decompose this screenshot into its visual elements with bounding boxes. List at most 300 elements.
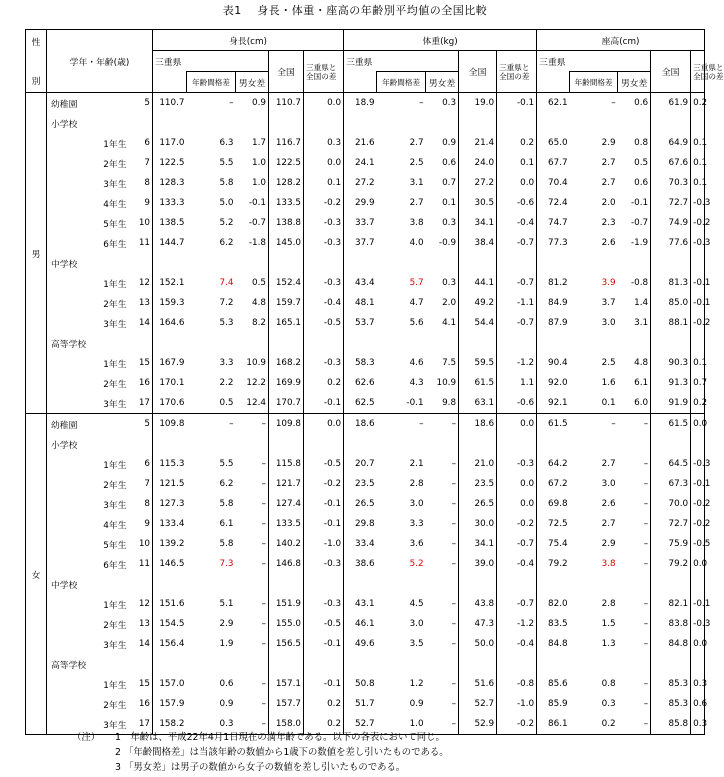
value-cell: 27.2 bbox=[344, 173, 377, 193]
value-cell: 0.1 bbox=[691, 173, 705, 193]
table-row bbox=[26, 594, 705, 614]
value-cell bbox=[497, 253, 537, 273]
value-cell: 121.7 bbox=[269, 474, 304, 494]
value-cell bbox=[153, 113, 187, 133]
value-cell: 146.8 bbox=[269, 554, 304, 574]
age-value: 15 bbox=[131, 353, 153, 373]
value-cell: 7.2 bbox=[219, 298, 234, 308]
header-spacer bbox=[153, 72, 187, 93]
grade-label: 2年生 bbox=[103, 379, 127, 390]
value-cell: 0.3 bbox=[601, 699, 616, 709]
value-cell: – bbox=[187, 93, 236, 114]
table-row bbox=[26, 494, 705, 514]
value-cell: 0.7 bbox=[691, 373, 705, 393]
value-cell: – bbox=[643, 479, 649, 489]
value-cell bbox=[344, 654, 377, 674]
school-level bbox=[47, 233, 91, 253]
grade-label: 1年生 bbox=[103, 460, 127, 471]
value-cell: -0.7 bbox=[630, 218, 649, 228]
value-cell: 72.5 bbox=[537, 514, 570, 534]
sex-difference-header: 男女差 bbox=[236, 72, 269, 93]
table-row bbox=[26, 634, 705, 654]
value-cell: 8.2 bbox=[252, 318, 267, 328]
value-cell: 2.7 bbox=[409, 198, 424, 208]
value-cell bbox=[497, 574, 537, 594]
value-cell: 0.9 bbox=[236, 93, 269, 114]
value-cell: 1.9 bbox=[219, 639, 234, 649]
value-cell: 72.7 bbox=[651, 514, 691, 534]
value-cell bbox=[377, 574, 426, 594]
value-cell: – bbox=[643, 699, 649, 709]
value-cell: 62.5 bbox=[344, 393, 377, 414]
difference-from-national-header: 三重県と 全国の差 bbox=[497, 51, 537, 93]
value-cell: 152.1 bbox=[153, 273, 187, 293]
value-cell: 21.6 bbox=[344, 133, 377, 153]
value-cell bbox=[618, 434, 651, 454]
value-cell: 4.6 bbox=[409, 358, 424, 368]
value-cell: 92.1 bbox=[537, 393, 570, 414]
value-cell: 18.6 bbox=[344, 414, 377, 435]
value-cell: 65.0 bbox=[537, 133, 570, 153]
value-cell: 4.1 bbox=[442, 318, 457, 328]
value-cell: 88.1 bbox=[651, 313, 691, 333]
value-cell: – bbox=[643, 499, 649, 509]
value-cell: – bbox=[618, 714, 651, 735]
value-cell: 33.7 bbox=[344, 213, 377, 233]
grade-label: 3年生 bbox=[103, 640, 127, 651]
value-cell bbox=[537, 113, 570, 133]
value-cell: -0.1 bbox=[304, 494, 344, 514]
difference-from-national-header: 三重県と 全国の差 bbox=[304, 51, 344, 93]
value-cell: 69.8 bbox=[537, 494, 570, 514]
value-cell bbox=[426, 654, 459, 674]
value-cell: 29.9 bbox=[344, 193, 377, 213]
table-row bbox=[26, 393, 705, 414]
national-header: 全国 bbox=[651, 51, 691, 93]
value-cell: 0.0 bbox=[497, 474, 537, 494]
value-cell bbox=[304, 253, 344, 273]
value-cell bbox=[153, 574, 187, 594]
value-cell bbox=[497, 654, 537, 674]
value-cell: 121.5 bbox=[153, 474, 187, 494]
value-cell: -1.0 bbox=[304, 534, 344, 554]
value-cell: 67.7 bbox=[537, 153, 570, 173]
school-level bbox=[47, 173, 91, 193]
table-row bbox=[26, 474, 705, 494]
value-cell bbox=[497, 113, 537, 133]
value-cell: 2.2 bbox=[219, 378, 234, 388]
value-cell: 167.9 bbox=[153, 353, 187, 373]
value-cell: 74.7 bbox=[537, 213, 570, 233]
value-cell: – bbox=[451, 699, 457, 709]
value-cell: 54.4 bbox=[459, 313, 497, 333]
value-cell: 0.2 bbox=[304, 714, 344, 735]
value-cell: 0.2 bbox=[497, 133, 537, 153]
school-level bbox=[47, 273, 91, 293]
value-cell: 30.0 bbox=[459, 514, 497, 534]
value-cell: 0.0 bbox=[497, 173, 537, 193]
value-cell: 0.0 bbox=[304, 153, 344, 173]
value-cell: 2.5 bbox=[601, 358, 616, 368]
school-level: 中学校 bbox=[47, 253, 91, 273]
sex-column-header: 性 別 bbox=[26, 30, 47, 93]
value-cell: – bbox=[643, 519, 649, 529]
value-cell: 74.9 bbox=[651, 213, 691, 233]
value-cell: 0.0 bbox=[304, 414, 344, 435]
value-cell: 157.7 bbox=[269, 694, 304, 714]
age-value: 5 bbox=[131, 93, 153, 114]
value-cell: 58.3 bbox=[344, 353, 377, 373]
value-cell: 0.9 bbox=[409, 699, 424, 709]
value-cell: -0.2 bbox=[304, 193, 344, 213]
value-cell: 0.3 bbox=[691, 674, 705, 694]
value-cell: 4.7 bbox=[409, 298, 424, 308]
value-cell: -0.3 bbox=[691, 233, 705, 253]
mie-prefecture-header: 三重県 bbox=[153, 51, 269, 72]
value-cell bbox=[236, 574, 269, 594]
value-cell: 87.9 bbox=[537, 313, 570, 333]
value-cell: 85.3 bbox=[651, 674, 691, 694]
value-cell: 85.9 bbox=[537, 694, 570, 714]
school-level bbox=[47, 393, 91, 414]
value-cell: – bbox=[643, 559, 649, 569]
value-cell bbox=[691, 574, 705, 594]
value-cell: 0.1 bbox=[497, 153, 537, 173]
value-cell: 169.9 bbox=[269, 373, 304, 393]
value-cell: 0.6 bbox=[618, 93, 651, 114]
value-cell: 27.2 bbox=[459, 173, 497, 193]
value-cell: 2.0 bbox=[601, 198, 616, 208]
value-cell bbox=[344, 113, 377, 133]
value-cell bbox=[187, 654, 236, 674]
value-cell: 7.5 bbox=[442, 358, 457, 368]
value-cell: 5.2 bbox=[409, 559, 424, 569]
value-cell bbox=[651, 253, 691, 273]
value-cell: -1.1 bbox=[497, 293, 537, 313]
value-cell: – bbox=[261, 539, 267, 549]
value-cell: 90.4 bbox=[537, 353, 570, 373]
value-cell: – bbox=[261, 479, 267, 489]
value-cell: -0.5 bbox=[304, 614, 344, 634]
value-cell: – bbox=[261, 599, 267, 609]
value-cell: -0.6 bbox=[497, 393, 537, 414]
value-cell: 0.1 bbox=[304, 173, 344, 193]
school-level: 高等学校 bbox=[47, 333, 91, 353]
value-cell bbox=[537, 253, 570, 273]
table-title: 表1 身長・体重・座高の年齢別平均値の全国比較 bbox=[222, 4, 488, 17]
value-cell: 170.7 bbox=[269, 393, 304, 414]
value-cell bbox=[537, 434, 570, 454]
value-cell: 72.7 bbox=[651, 193, 691, 213]
value-cell: 2.7 bbox=[601, 178, 616, 188]
value-cell: 133.3 bbox=[153, 193, 187, 213]
value-cell: -0.1 bbox=[497, 93, 537, 114]
value-cell bbox=[570, 333, 618, 353]
value-cell: 156.4 bbox=[153, 634, 187, 654]
value-cell: 0.7 bbox=[442, 178, 457, 188]
value-cell: 84.8 bbox=[537, 634, 570, 654]
value-cell: 0.0 bbox=[497, 414, 537, 435]
value-cell: -0.7 bbox=[497, 313, 537, 333]
school-level bbox=[47, 634, 91, 654]
value-cell: 91.9 bbox=[651, 393, 691, 414]
value-cell: 0.6 bbox=[634, 178, 649, 188]
value-cell: 133.4 bbox=[153, 514, 187, 534]
value-cell: 109.8 bbox=[269, 414, 304, 435]
school-level: 幼稚園 bbox=[47, 414, 91, 435]
value-cell: 0.0 bbox=[304, 93, 344, 114]
mie-prefecture-header: 三重県 bbox=[344, 51, 459, 72]
value-cell: 5.0 bbox=[219, 198, 234, 208]
school-level bbox=[47, 373, 91, 393]
value-cell: 3.0 bbox=[601, 318, 616, 328]
value-cell: – bbox=[426, 714, 459, 735]
value-cell bbox=[236, 113, 269, 133]
value-cell: 156.5 bbox=[269, 634, 304, 654]
value-cell: -0.3 bbox=[691, 614, 705, 634]
value-cell bbox=[236, 434, 269, 454]
value-cell: – bbox=[377, 93, 426, 114]
school-level bbox=[47, 133, 91, 153]
value-cell: – bbox=[643, 599, 649, 609]
value-cell: 3.0 bbox=[601, 479, 616, 489]
school-level bbox=[47, 313, 91, 333]
grade-label bbox=[91, 434, 131, 454]
age-value: 10 bbox=[131, 213, 153, 233]
national-header: 全国 bbox=[459, 51, 497, 93]
value-cell: -0.7 bbox=[497, 534, 537, 554]
table-row bbox=[26, 213, 705, 233]
value-cell: 138.8 bbox=[269, 213, 304, 233]
value-cell bbox=[618, 333, 651, 353]
value-cell: 3.1 bbox=[634, 318, 649, 328]
value-cell: 1.1 bbox=[497, 373, 537, 393]
value-cell: 159.3 bbox=[153, 293, 187, 313]
value-cell: 6.1 bbox=[634, 378, 649, 388]
value-cell: – bbox=[261, 519, 267, 529]
value-cell: 43.1 bbox=[344, 594, 377, 614]
age-value bbox=[131, 333, 153, 353]
grade-label bbox=[91, 414, 131, 435]
value-cell: 2.7 bbox=[601, 158, 616, 168]
value-cell: – bbox=[451, 639, 457, 649]
note-line: 3 「男女差」は男子の数値から女子の数値を差し引いたものである。 bbox=[115, 762, 406, 773]
value-cell: 1.0 bbox=[252, 158, 267, 168]
value-cell: 0.1 bbox=[691, 133, 705, 153]
grade-label: 5年生 bbox=[103, 540, 127, 551]
school-level bbox=[47, 213, 91, 233]
value-cell: 2.1 bbox=[409, 459, 424, 469]
grade-label: 6年生 bbox=[103, 239, 127, 250]
table-row bbox=[26, 373, 705, 393]
sitting-height-group-header: 座高(cm) bbox=[537, 30, 705, 51]
grade-label bbox=[91, 113, 131, 133]
grade-label: 1年生 bbox=[103, 680, 127, 691]
grade-label bbox=[91, 253, 131, 273]
notes-label: （注） bbox=[72, 732, 101, 743]
value-cell: 85.6 bbox=[537, 674, 570, 694]
value-cell bbox=[304, 574, 344, 594]
value-cell: 61.5 bbox=[651, 414, 691, 435]
school-level bbox=[47, 474, 91, 494]
weight-group-header: 体重(kg) bbox=[344, 30, 537, 51]
value-cell: 33.4 bbox=[344, 534, 377, 554]
value-cell: -0.1 bbox=[304, 514, 344, 534]
value-cell bbox=[269, 434, 304, 454]
value-cell bbox=[377, 434, 426, 454]
value-cell: 151.9 bbox=[269, 594, 304, 614]
value-cell: 83.5 bbox=[537, 614, 570, 634]
grade-label bbox=[91, 333, 131, 353]
header-spacer bbox=[344, 72, 377, 93]
value-cell: – bbox=[451, 559, 457, 569]
table-row bbox=[26, 273, 705, 293]
value-cell bbox=[187, 434, 236, 454]
value-cell bbox=[377, 333, 426, 353]
value-cell: -0.1 bbox=[691, 474, 705, 494]
value-cell: -0.6 bbox=[497, 193, 537, 213]
age-value: 17 bbox=[131, 393, 153, 414]
value-cell: 82.1 bbox=[651, 594, 691, 614]
height-group-header: 身長(cm) bbox=[153, 30, 344, 51]
value-cell: – bbox=[618, 414, 651, 435]
grade-label: 1年生 bbox=[103, 600, 127, 611]
value-cell: 2.0 bbox=[442, 298, 457, 308]
value-cell bbox=[459, 654, 497, 674]
value-cell: 21.0 bbox=[459, 454, 497, 474]
value-cell: 6.3 bbox=[219, 138, 234, 148]
value-cell: 10.9 bbox=[436, 378, 457, 388]
value-cell bbox=[691, 434, 705, 454]
value-cell: 1.5 bbox=[601, 619, 616, 629]
value-cell: 23.5 bbox=[459, 474, 497, 494]
age-value: 16 bbox=[131, 694, 153, 714]
value-cell: 165.1 bbox=[269, 313, 304, 333]
value-cell: 51.7 bbox=[344, 694, 377, 714]
age-gap-header: 年齢間格差 bbox=[187, 72, 236, 93]
value-cell bbox=[304, 654, 344, 674]
table-row bbox=[26, 333, 705, 353]
value-cell: 72.4 bbox=[537, 193, 570, 213]
value-cell: -0.1 bbox=[630, 198, 649, 208]
age-value: 12 bbox=[131, 594, 153, 614]
value-cell: -0.3 bbox=[304, 233, 344, 253]
value-cell bbox=[570, 574, 618, 594]
value-cell: 151.6 bbox=[153, 594, 187, 614]
value-cell: 127.3 bbox=[153, 494, 187, 514]
value-cell bbox=[236, 654, 269, 674]
value-cell: 0.3 bbox=[442, 278, 457, 288]
value-cell: 145.0 bbox=[269, 233, 304, 253]
value-cell bbox=[618, 574, 651, 594]
value-cell: 7.4 bbox=[219, 278, 234, 288]
value-cell: 77.6 bbox=[651, 233, 691, 253]
value-cell: 115.8 bbox=[269, 454, 304, 474]
grade-label bbox=[91, 574, 131, 594]
value-cell: 0.2 bbox=[691, 93, 705, 114]
value-cell: 7.3 bbox=[219, 559, 234, 569]
age-value: 9 bbox=[131, 514, 153, 534]
value-cell: -0.4 bbox=[304, 293, 344, 313]
grade-label: 2年生 bbox=[103, 159, 127, 170]
school-level bbox=[47, 494, 91, 514]
table-row bbox=[26, 694, 705, 714]
value-cell: -0.3 bbox=[304, 554, 344, 574]
value-cell bbox=[304, 113, 344, 133]
age-value: 6 bbox=[131, 454, 153, 474]
value-cell: 24.0 bbox=[459, 153, 497, 173]
value-cell: – bbox=[451, 539, 457, 549]
value-cell: 77.3 bbox=[537, 233, 570, 253]
value-cell: 158.2 bbox=[153, 714, 187, 735]
value-cell: 155.0 bbox=[269, 614, 304, 634]
value-cell: 170.6 bbox=[153, 393, 187, 414]
value-cell: 5.5 bbox=[219, 158, 234, 168]
school-level: 小学校 bbox=[47, 434, 91, 454]
value-cell: 0.8 bbox=[634, 138, 649, 148]
value-cell: 2.6 bbox=[601, 238, 616, 248]
value-cell: 26.5 bbox=[344, 494, 377, 514]
value-cell bbox=[570, 113, 618, 133]
value-cell: 3.9 bbox=[601, 278, 616, 288]
value-cell: 85.8 bbox=[651, 714, 691, 735]
value-cell: – bbox=[643, 459, 649, 469]
grade-label bbox=[91, 93, 131, 114]
grade-label: 3年生 bbox=[91, 393, 131, 414]
value-cell: 12.4 bbox=[236, 393, 269, 414]
value-cell: 84.9 bbox=[537, 293, 570, 313]
value-cell: 86.1 bbox=[537, 714, 570, 735]
value-cell: 46.1 bbox=[344, 614, 377, 634]
value-cell: – bbox=[187, 414, 236, 435]
age-value: 17 bbox=[131, 714, 153, 735]
value-cell: 34.1 bbox=[459, 534, 497, 554]
value-cell: 2.9 bbox=[219, 619, 234, 629]
value-cell: 1.2 bbox=[409, 679, 424, 689]
value-cell: 117.0 bbox=[153, 133, 187, 153]
school-level bbox=[47, 594, 91, 614]
grade-label: 3年生 bbox=[91, 714, 131, 735]
value-cell bbox=[377, 113, 426, 133]
table-row bbox=[26, 313, 705, 333]
value-cell: 20.7 bbox=[344, 454, 377, 474]
value-cell bbox=[459, 253, 497, 273]
value-cell: 49.6 bbox=[344, 634, 377, 654]
value-cell: 82.0 bbox=[537, 594, 570, 614]
value-cell: 2.9 bbox=[601, 138, 616, 148]
value-cell: 3.0 bbox=[409, 499, 424, 509]
value-cell bbox=[153, 654, 187, 674]
table-row bbox=[26, 654, 705, 674]
age-value: 12 bbox=[131, 273, 153, 293]
value-cell: 128.2 bbox=[269, 173, 304, 193]
value-cell bbox=[269, 113, 304, 133]
value-cell: 0.3 bbox=[304, 133, 344, 153]
comparison-table bbox=[25, 29, 724, 735]
value-cell: – bbox=[643, 539, 649, 549]
grade-label: 1年生 bbox=[103, 279, 127, 290]
value-cell: 3.6 bbox=[409, 539, 424, 549]
table-row bbox=[26, 253, 705, 273]
value-cell: -0.4 bbox=[497, 634, 537, 654]
value-cell: -0.1 bbox=[691, 273, 705, 293]
value-cell: 0.2 bbox=[304, 373, 344, 393]
value-cell: – bbox=[261, 499, 267, 509]
value-cell: -0.1 bbox=[691, 594, 705, 614]
table-row bbox=[26, 614, 705, 634]
value-cell: 159.7 bbox=[269, 293, 304, 313]
value-cell: -0.3 bbox=[497, 454, 537, 474]
